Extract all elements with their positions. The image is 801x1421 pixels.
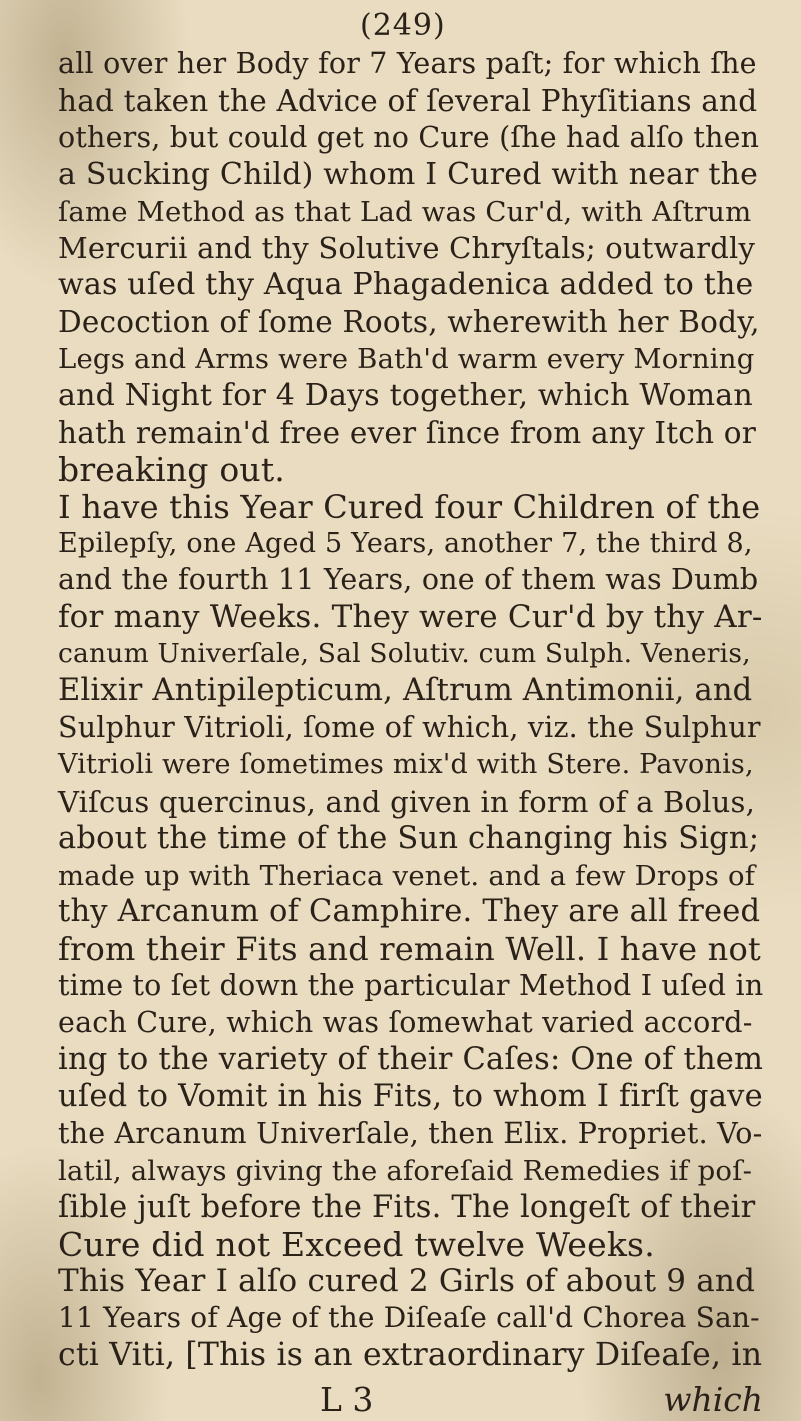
- text-line: made up with Theriaca venet. and a few Drops of: [58, 859, 756, 892]
- text-line: from their Fits and remain Well. I have not: [58, 930, 761, 969]
- text-line: all over her Body for 7 Years paſt; for which ſhe: [58, 47, 757, 80]
- page-number: (249): [360, 8, 446, 43]
- text-line: canum Univerſale, Sal Solutiv. cum Sulph. Veneris,: [58, 638, 751, 670]
- text-line: was uſed thy Aqua Phagadenica added to the: [58, 267, 754, 303]
- text-line: Sulphur Vitrioli, ſome of which, viz. the Sulphur: [58, 711, 761, 745]
- text-line: Elixir Antipilepticum, Aſtrum Antimonii, and: [58, 673, 753, 709]
- text-line: others, but could get no Cure (ſhe had alſo then: [58, 120, 760, 154]
- text-line: the Arcanum Univerſale, then Elix. Propriet. Vo-: [58, 1116, 763, 1150]
- text-line: 11 Years of Age of the Diſeaſe call'd Chorea San-: [58, 1301, 760, 1335]
- text-line: This Year I alſo cured 2 Girls of about 9 and: [58, 1263, 756, 1300]
- body-text: [58, 46, 763, 1374]
- text-line: and Night for 4 Days together, which Woman: [58, 378, 753, 414]
- text-line: ſible juſt before the Fits. The longeſt of their: [58, 1189, 756, 1225]
- text-line: time to ſet down the particular Method I uſed in: [58, 969, 764, 1003]
- catchword: which: [663, 1380, 763, 1419]
- text-line: had taken the Advice of ſeveral Phyſitians and: [58, 83, 758, 118]
- text-line: Epilepſy, one Aged 5 Years, another 7, the third 8,: [58, 527, 753, 559]
- text-line: uſed to Vomit in his Fits, to whom I firſt gave: [58, 1078, 763, 1114]
- text-line: hath remain'd free ever ſince from any Itch or: [58, 415, 757, 450]
- text-line: Vitrioli were ſometimes mix'd with Stere. Pavonis,: [58, 748, 754, 780]
- text-line: about the time of the Sun changing his Sign;: [58, 820, 760, 856]
- signature-mark: L 3: [320, 1380, 374, 1419]
- text-line: for many Weeks. They were Cur'd by thy Ar-: [58, 599, 763, 636]
- text-line: I have this Year Cured four Children of the: [58, 487, 761, 526]
- text-line: each Cure, which was ſomewhat varied accord-: [58, 1006, 753, 1040]
- text-line: Mercurii and thy Solutive Chryſtals; outwardly: [58, 231, 756, 266]
- text-line: cti Viti, [This is an extraordinary Diſeaſe, in: [58, 1337, 763, 1374]
- text-line: latil, always giving the aforeſaid Remedies if poſ-: [58, 1154, 753, 1187]
- page-footer: [58, 1380, 763, 1419]
- text-line: a Sucking Child) whom I Cured with near the: [58, 156, 759, 192]
- text-line: Cure did not Exceed twelve Weeks.: [58, 1224, 655, 1264]
- text-line: breaking out.: [58, 449, 285, 489]
- text-line: thy Arcanum of Camphire. They are all freed: [58, 894, 761, 930]
- text-line: Viſcus quercinus, and given in form of a Bolus,: [58, 784, 756, 819]
- text-line: Legs and Arms were Bath'd warm every Morning: [58, 343, 755, 376]
- text-line: ing to the variety of their Caſes: One of them: [58, 1042, 764, 1078]
- text-line: and the fourth 11 Years, one of them was Dumb: [58, 563, 759, 597]
- text-line: ſame Method as that Lad was Cur'd, with Aſtrum: [58, 195, 752, 228]
- text-line: Decoction of ſome Roots, wherewith her Body,: [58, 305, 760, 340]
